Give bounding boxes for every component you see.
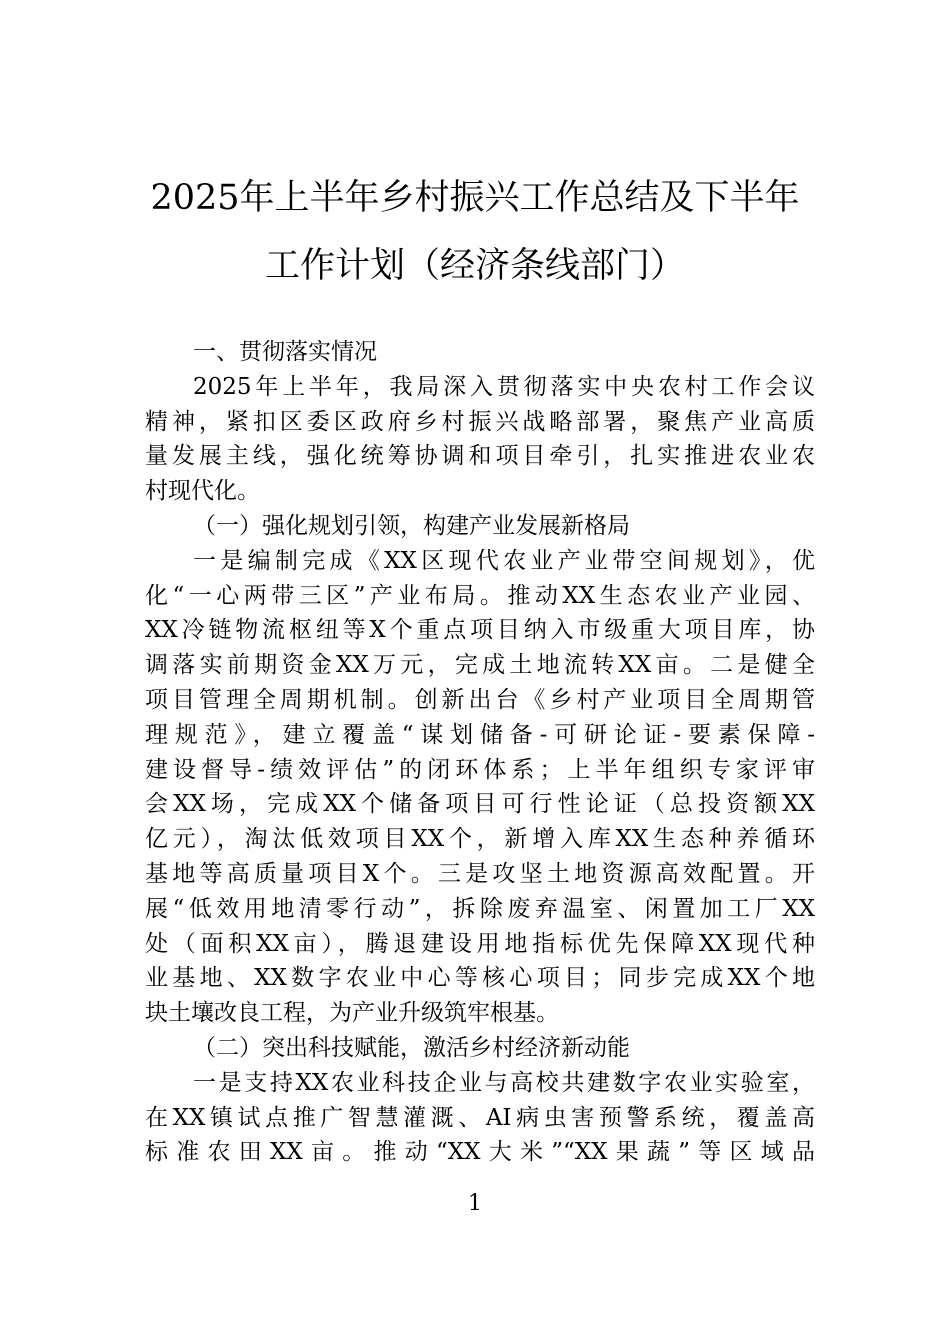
document-body: [145, 335, 815, 1170]
paragraph-line: 标准农田XX亩。推动“XX大米”“XX果蔬”等区域品: [145, 1139, 815, 1166]
paragraph-line: 化“一心两带三区”产业布局。推动XX生态农业产业园、: [145, 582, 815, 609]
paragraph-line: 在XX镇试点推广智慧灌溉、AI病虫害预警系统，覆盖高: [145, 1104, 815, 1131]
paragraph-line: 项目管理全周期机制。创新出台《乡村产业项目全周期管: [145, 686, 815, 713]
paragraph-line: 精神，紧扣区委区政府乡村振兴战略部署，聚焦产业高质: [145, 408, 815, 435]
subsection-heading: （二）突出科技赋能，激活乡村经济新动能: [193, 1034, 630, 1061]
document-title-line-1: 2025年上半年乡村振兴工作总结及下半年: [150, 178, 800, 218]
paragraph-line: 2025年上半年，我局深入贯彻落实中央农村工作会议: [193, 373, 815, 400]
paragraph-line: 块土壤改良工程，为产业升级筑牢根基。: [145, 1000, 559, 1027]
paragraph-line: 处（面积XX亩），腾退建设用地指标优先保障XX现代种: [145, 930, 815, 957]
paragraph-line: 展“低效用地清零行动”，拆除废弃温室、闲置加工厂XX: [145, 895, 815, 922]
document-title-line-2: 工作计划（经济条线部门）: [264, 246, 685, 286]
paragraph-line: 理规范》，建立覆盖“谋划储备-可研论证-要素保障-: [145, 721, 815, 748]
paragraph-line: 调落实前期资金XX万元，完成土地流转XX亩。二是健全: [145, 652, 815, 679]
paragraph-line: 建设督导-绩效评估”的闭环体系；上半年组织专家评审: [145, 756, 815, 783]
paragraph-line: 基地等高质量项目X个。三是攻坚土地资源高效配置。开: [145, 860, 815, 887]
paragraph-line: 量发展主线，强化统筹协调和项目牵引，扎实推进农业农: [145, 443, 815, 470]
paragraph-line: 一是支持XX农业科技企业与高校共建数字农业实验室，: [193, 1069, 815, 1096]
paragraph-line: 一是编制完成《XX区现代农业产业带空间规划》，优: [193, 547, 815, 574]
paragraph-line: 亿元），淘汰低效项目XX个，新增入库XX生态种养循环: [145, 826, 815, 853]
page-number: 1: [468, 1191, 482, 1216]
paragraph-line: 会XX场，完成XX个储备项目可行性论证（总投资额XX: [145, 791, 815, 818]
section-heading: 一、贯彻落实情况: [193, 339, 377, 365]
paragraph-line: XX冷链物流枢纽等X个重点项目纳入市级重大项目库，协: [145, 617, 815, 644]
subsection-heading: （一）强化规划引领，构建产业发展新格局: [193, 512, 630, 539]
paragraph-line: 村现代化。: [145, 478, 260, 505]
paragraph-line: 业基地、XX数字农业中心等核心项目；同步完成XX个地: [145, 965, 815, 992]
